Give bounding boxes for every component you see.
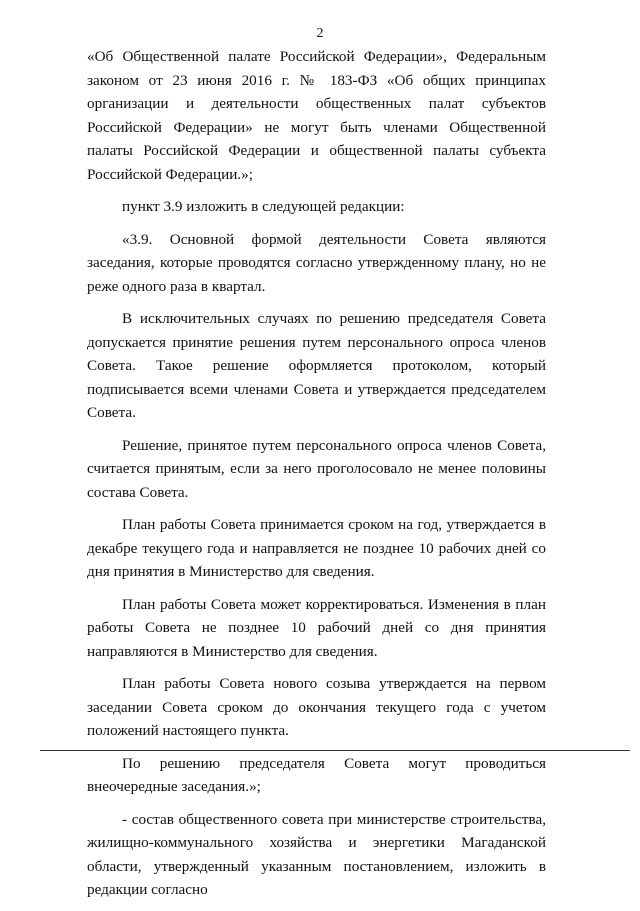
paragraph-10: - состав общественного совета при министерстве строительства, жилищно-коммунального хозяйства и энергетики Магаданской области, утвержденный указанным постановлением, изложить в редакции согласно xyxy=(87,810,546,898)
paragraph-5: Решение, принятое путем персонального опроса членов Совета, считается принятым, если за него проголосовало не менее половины состава Совета. xyxy=(87,436,546,501)
paragraph-9: По решению председателя Совета могут проводиться внеочередные заседания.»; xyxy=(87,754,546,795)
paragraph-7: План работы Совета может корректироваться. Изменения в план работы Совета не позднее 10 рабочий дней со дня принятия направляются в Министерство для сведения. xyxy=(87,595,546,660)
paragraph-8: План работы Совета нового созыва утверждается на первом заседании Совета сроком до окончания текущего года с учетом положений настоящего пункта. xyxy=(87,675,546,739)
document-body xyxy=(87,45,546,911)
paragraph-4: В исключительных случаях по решению председателя Совета допускается принятие решения путем персонального опроса членов Совета. Такое решение оформляется протоколом, который подписывается всеми членами Совета и утверждается председателем Совета. xyxy=(87,310,546,421)
paragraph-3: «3.9. Основной формой деятельности Совета являются заседания, которые проводятся согласно утвержденному плану, но не реже одного раза в квартал. xyxy=(87,230,546,295)
paragraph-2: пункт 3.9 изложить в следующей редакции: xyxy=(122,198,405,215)
paragraph-1: «Об Общественной палате Российской Федерации», Федеральным законом от 23 июня 2016 г. № 183-ФЗ «Об общих принципах организации и деятельности общественных палат субъектов Российской Федерации» не могут быть членами Общественной палаты Российской Федерации и общественной палаты субъекта Российской Федерации.»; xyxy=(87,48,546,183)
paragraph-6: План работы Совета принимается сроком на год, утверждается в декабре текущего года и направляется не позднее 10 рабочих дней со дня принятия в Министерство для сведения. xyxy=(87,516,546,580)
page-number: 2 xyxy=(316,26,324,41)
page-divider xyxy=(40,750,630,751)
